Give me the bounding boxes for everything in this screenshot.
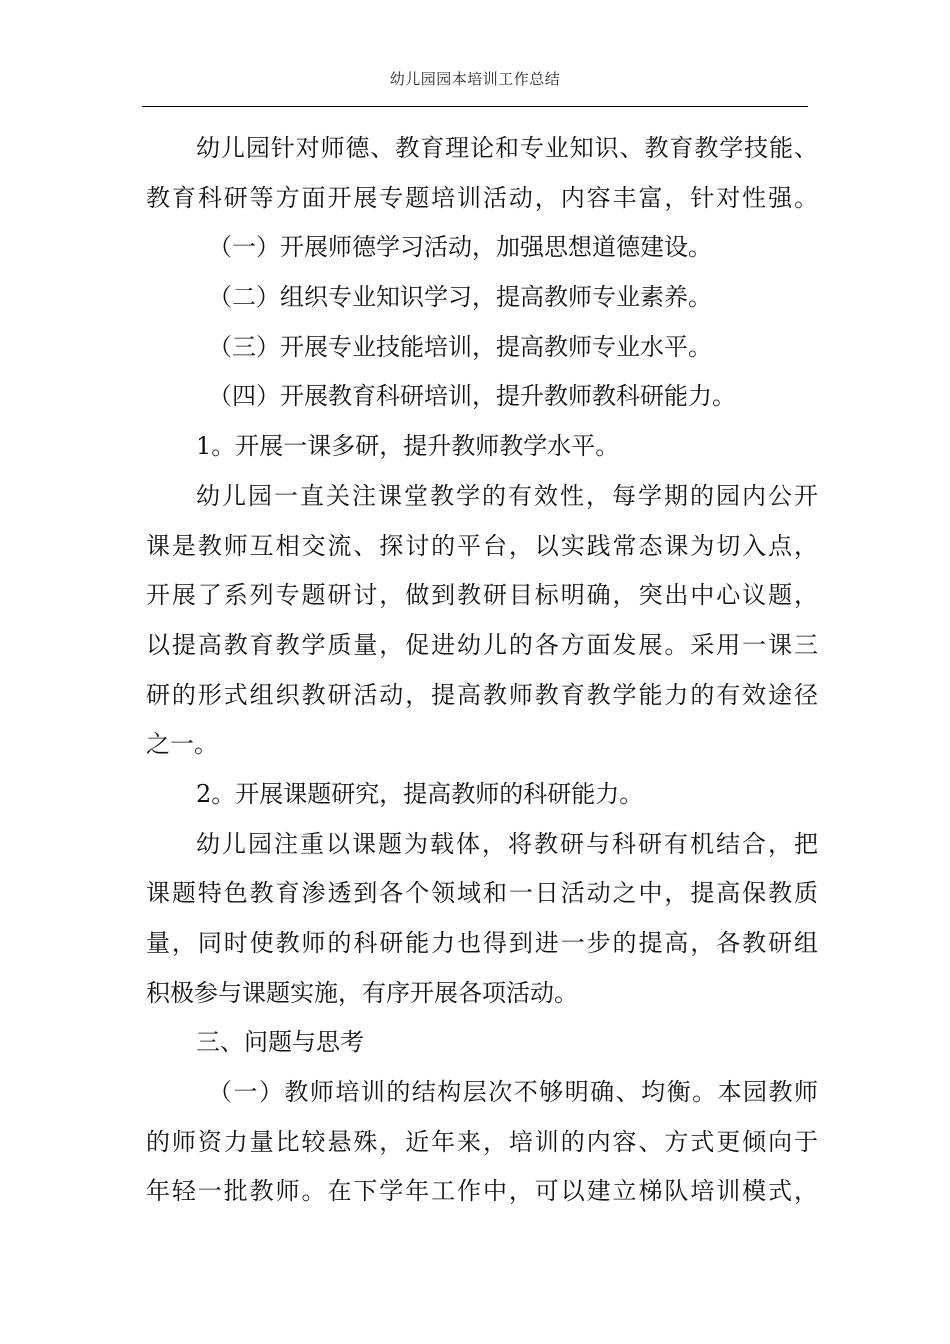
- paragraph-line: 幼儿园针对师德、教育理论和专业知识、教育教学技能、: [196, 134, 818, 162]
- paragraph-line: 年轻一批教师。在下学年工作中，可以建立梯队培训模式，: [146, 1177, 818, 1206]
- list-item: （四）开展教育科研培训，提升教师教科研能力。: [208, 382, 736, 411]
- paragraph-line: 以提高教育教学质量，促进幼儿的各方面发展。采用一课三: [146, 630, 818, 659]
- running-header: 幼儿园园本培训工作总结: [389, 70, 561, 88]
- list-item: （二）组织专业知识学习，提高教师专业素养。: [208, 283, 712, 312]
- paragraph-line: 课是教师互相交流、探讨的平台，以实践常态课为切入点，: [146, 531, 818, 560]
- header-divider: [142, 106, 808, 107]
- paragraph-line: 量，同时使教师的科研能力也得到进一步的提高，各教研组: [146, 929, 818, 957]
- paragraph-line: 教育科研等方面开展专题培训活动，内容丰富，针对性强。: [146, 183, 818, 212]
- list-item: （一）开展师德学习活动，加强思想道德建设。: [208, 233, 712, 262]
- paragraph-line: （一）教师培训的结构层次不够明确、均衡。本园教师: [208, 1078, 818, 1107]
- paragraph-line: 的师资力量比较悬殊，近年来，培训的内容、方式更倾向于: [146, 1127, 818, 1156]
- paragraph-line: 幼儿园注重以课题为载体，将教研与科研有机结合，把: [196, 829, 818, 858]
- document-body: [146, 124, 818, 1217]
- paragraph-line: 开展了系列专题研讨，做到教研目标明确，突出中心议题，: [146, 581, 818, 610]
- list-item: （三）开展专业技能培训，提高教师专业水平。: [208, 332, 712, 361]
- subheading: 2。开展课题研究，提高教师的科研能力。: [196, 779, 644, 808]
- section-heading: 三、问题与思考: [196, 1028, 364, 1057]
- paragraph-line: 幼儿园一直关注课堂教学的有效性，每学期的园内公开: [196, 481, 818, 510]
- paragraph-line: 积极参与课题实施，有序开展各项活动。: [146, 978, 578, 1007]
- subheading: 1。开展一课多研，提升教师教学水平。: [196, 432, 620, 461]
- paragraph-line: 研的形式组织教研活动，提高教师教育教学能力的有效途径: [146, 680, 818, 709]
- paragraph-line: 课题特色教育渗透到各个领域和一日活动之中，提高保教质: [146, 879, 818, 908]
- paragraph-line: 之一。: [146, 730, 218, 759]
